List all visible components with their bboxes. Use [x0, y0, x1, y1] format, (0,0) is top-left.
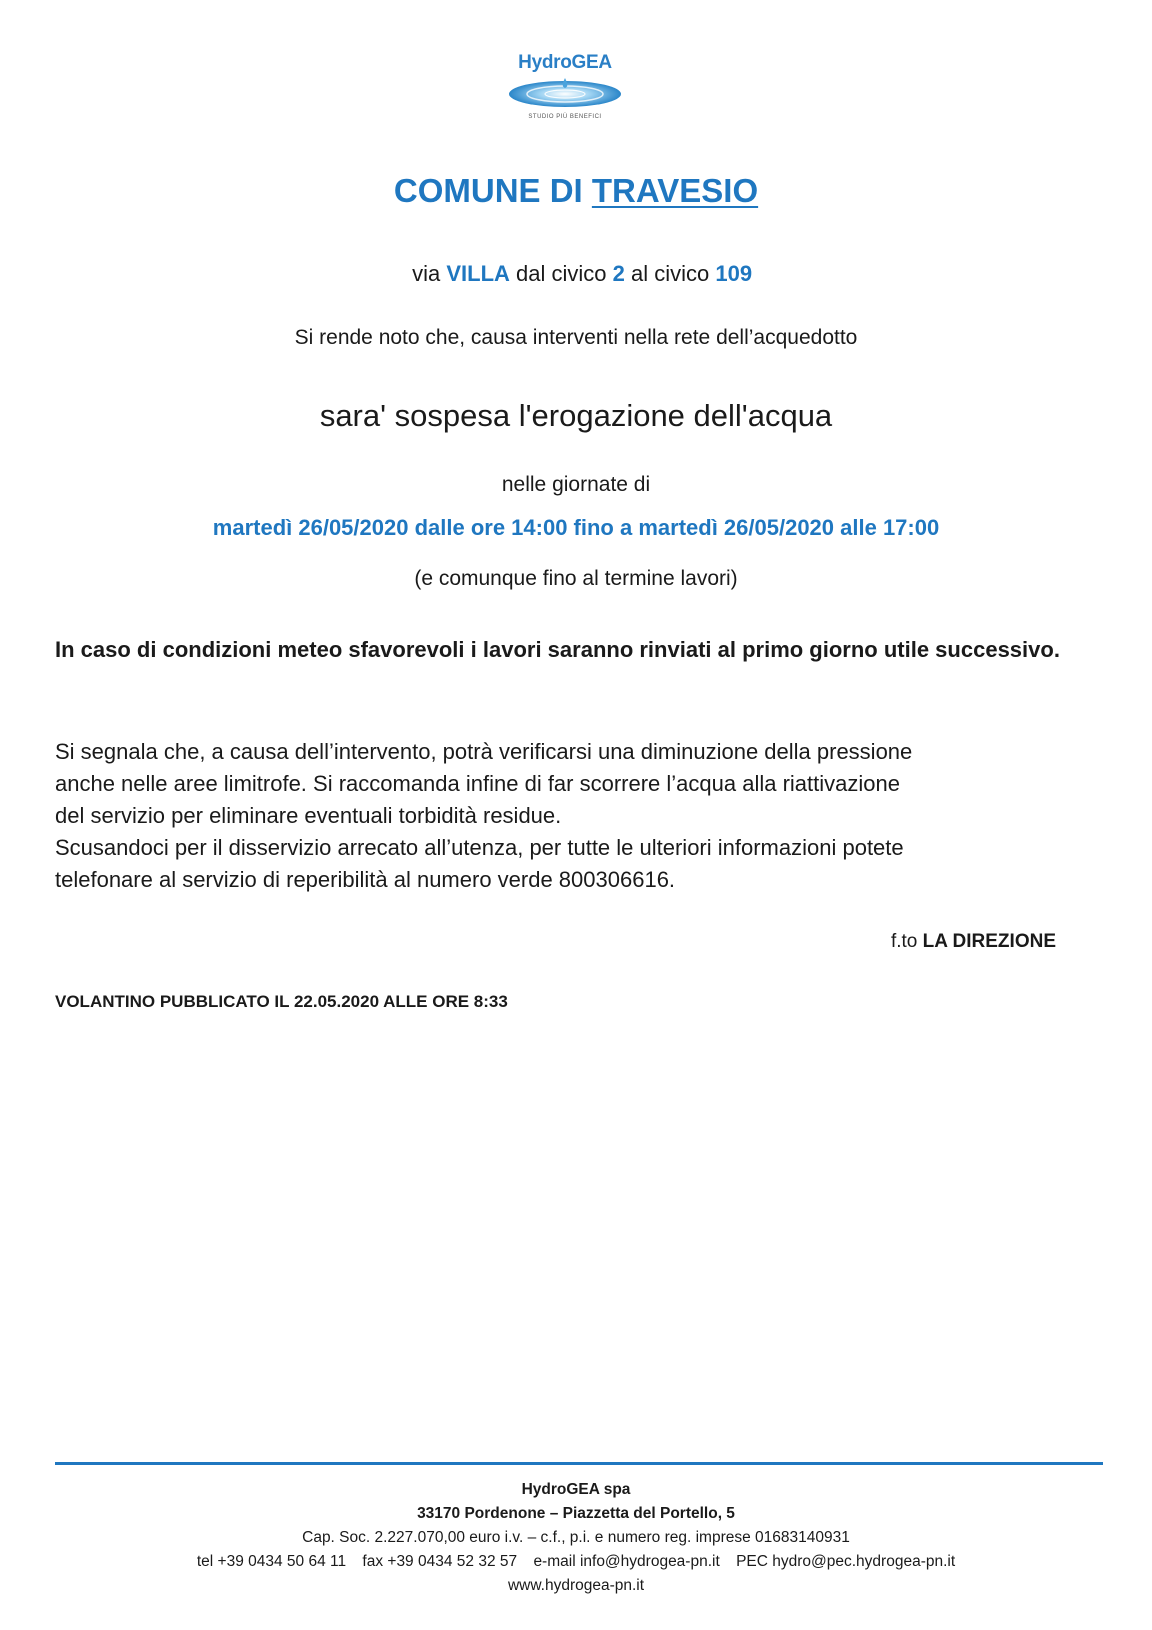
footer-fax: fax +39 0434 52 32 57 — [362, 1553, 518, 1570]
notice-line: telefonare al servizio di reperibilità al numero verde 800306616. — [55, 867, 676, 892]
footer-website: www.hydrogea-pn.it — [507, 1577, 645, 1594]
notice-line: Scusandoci per il disservizio arrecato all’utenza, per tutte le ulteriori informazioni potete — [55, 835, 904, 860]
title-prefix: COMUNE DI — [393, 172, 592, 209]
weather-notice: In caso di condizioni meteo sfavorevoli i lavori saranno rinviati al primo giorno utile successivo. — [55, 637, 1060, 662]
from-label: dal civico — [509, 261, 613, 286]
water-drop-icon — [500, 76, 630, 128]
logo-brand: HydroGEA — [518, 52, 612, 73]
footer-contacts — [0, 1550, 1152, 1573]
notice-line: anche nelle aree limitrofe. Si raccomanda infine di far scorrere l’acqua alla riattivazione — [55, 771, 900, 796]
company-logo — [500, 52, 650, 134]
days-label: nelle giornate di — [501, 473, 651, 496]
to-number: 109 — [715, 261, 753, 286]
title-town: TRAVESIO — [591, 172, 759, 209]
footer-address: 33170 Pordenone – Piazzetta del Portello, 5 — [417, 1505, 735, 1522]
notice-line: del servizio per eliminare eventuali torbidità residue. — [55, 803, 562, 828]
street-name: VILLA — [446, 261, 510, 286]
date-range: martedì 26/05/2020 dalle ore 14:00 fino a martedì 26/05/2020 alle 17:00 — [212, 515, 940, 540]
footer-tel: tel +39 0434 50 64 11 — [196, 1553, 347, 1570]
footer-pec: PEC hydro@pec.hydrogea-pn.it — [736, 1553, 956, 1570]
via-label: via — [412, 261, 447, 286]
signature-name: LA DIREZIONE — [922, 931, 1056, 952]
headline: sara' sospesa l'erogazione dell'acqua — [319, 398, 833, 433]
intro-text: Si rende noto che, causa interventi nella rete dell’acquedotto — [294, 326, 858, 349]
footer-email: e-mail info@hydrogea-pn.it — [533, 1553, 720, 1570]
footer-company: HydroGEA spa — [521, 1481, 631, 1498]
published-note: VOLANTINO PUBBLICATO IL 22.05.2020 ALLE ORE 8:33 — [55, 992, 508, 1011]
footer-registration: Cap. Soc. 2.227.070,00 euro i.v. – c.f., p.i. e numero reg. imprese 01683140931 — [302, 1529, 850, 1546]
logo-tagline: STUDIO PIÙ BENEFICI — [528, 114, 602, 120]
street-address — [0, 235, 1152, 287]
page-title — [0, 172, 1152, 210]
until-end-note: (e comunque fino al termine lavori) — [414, 567, 738, 590]
from-number: 2 — [612, 261, 625, 286]
signature-prefix: f.to — [890, 931, 923, 952]
notice-line: Si segnala che, a causa dell’intervento, potrà verificarsi una diminuzione della pressione — [55, 739, 913, 764]
signature — [891, 931, 1056, 953]
notice-paragraph — [55, 736, 1105, 896]
to-label: al civico — [624, 261, 716, 286]
footer-divider — [55, 1462, 1103, 1465]
